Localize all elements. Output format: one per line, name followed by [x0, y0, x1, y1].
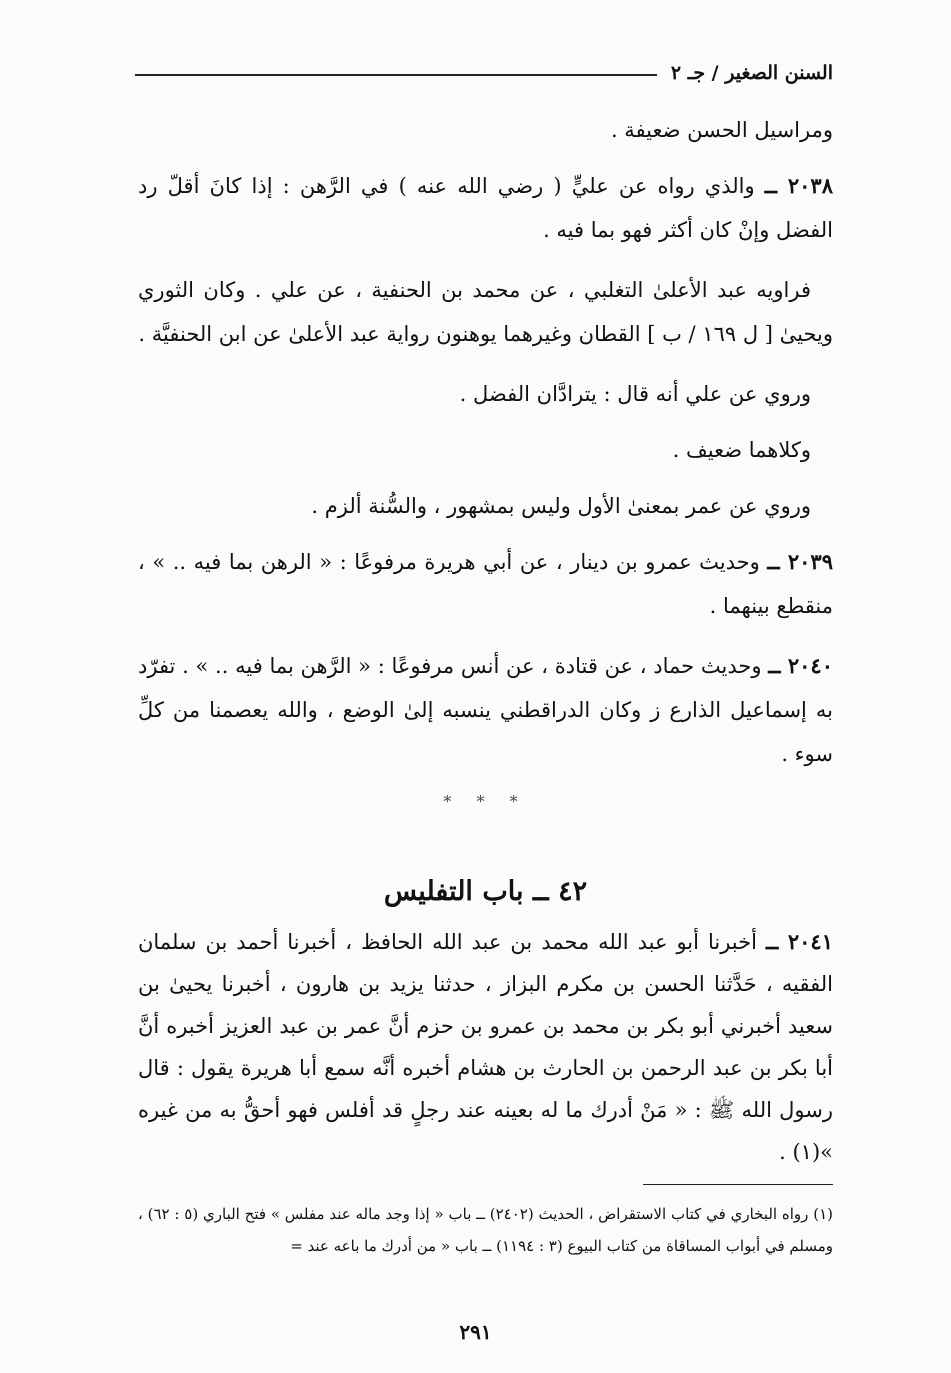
hadith-number: ٢٠٤٠ ــ — [768, 653, 833, 678]
body-text — [138, 108, 833, 1173]
paragraph-text: أخبرنا أبو عبد الله محمد بن عبد الله الحافظ ، أخبرنا أحمد بن سلمان الفقيه ، حَدَّثنا الحسن بن مكرم البزاز ، حدثنا يزيد بن هارون ، أخبرنا يحيىٰ بن سعيد أخبرني أبو بكر بن محمد بن عمرو بن حزم أنَّ عمر بن عبد العزيز أخبره أنَّ أبا بكر بن عبد الرحمن بن الحارث بن هشام أخبره أنَّه سمع أبا هريرة يقول : قال رسول الله ﷺ : « مَنْ أدرك ما له بعينه عند رجلٍ قد أفلس فهو أحقُّ به من غيره »(١) . — [138, 930, 833, 1164]
hadith-2039 — [138, 540, 833, 628]
paragraph-text: ومراسيل الحسن ضعيفة . — [610, 118, 833, 142]
page-number: ٢٩١ — [459, 1320, 492, 1344]
section-separator: * * * — [443, 792, 528, 811]
paragraph-text: وكلاهما ضعيف . — [672, 438, 811, 462]
header-rule — [135, 74, 657, 76]
hadith-2040 — [138, 644, 833, 776]
footnote: (١) رواه البخاري في كتاب الاستقراض ، الحديث (٢٤٠٢) ــ باب « إذا وجد ماله عند مفلس » فتح الباري (٥ : ٦٢) ، ومسلم في أبواب المساقاة من كتاب البيوع (٣ : ١١٩٤) ــ باب « من أدرك ما باعه عند = — [138, 1205, 833, 1255]
hadith-2041 — [138, 921, 833, 1173]
paragraph-text: وحديث عمرو بن دينار ، عن أبي هريرة مرفوعًا : « الرهن بما فيه .. » ، منقطع بينهما . — [138, 550, 833, 618]
paragraph — [138, 108, 833, 152]
paragraph-text: وروي عن عمر بمعنىٰ الأول وليس بمشهور ، والسُّنة ألزم . — [311, 494, 811, 518]
hadith-number: ٢٠٤١ ــ — [765, 929, 833, 954]
paragraph — [138, 428, 833, 472]
paragraph-text: وحديث حماد ، عن قتادة ، عن أنس مرفوعًا : « الرَّهن بما فيه .. » . تفرّد به إسماعيل الذارع ز وكان الدراقطني ينسبه إلىٰ الوضع ، والله يعصمنا من كلِّ سوء . — [138, 654, 833, 766]
running-head: السنن الصغير / جـ ٢ — [670, 62, 833, 84]
page-header — [135, 58, 833, 88]
footnote-rule — [643, 1184, 833, 1185]
footnotes — [138, 1198, 833, 1262]
paragraph-text: والذي رواه عن عليٍّ ( رضي الله عنه ) في الرَّهن : إذا كانَ أقلّ رد الفضل وإنْ كان أكثر فهو بما فيه . — [138, 174, 833, 242]
hadith-number: ٢٠٣٩ ــ — [767, 549, 833, 574]
paragraph — [138, 372, 833, 416]
hadith-number: ٢٠٣٨ ــ — [764, 173, 833, 198]
paragraph — [138, 484, 833, 528]
paragraph — [138, 268, 833, 356]
paragraph-text: وروي عن علي أنه قال : يترادَّان الفضل . — [459, 382, 811, 406]
hadith-2038 — [138, 164, 833, 252]
chapter-title: ٤٢ ــ باب التفليس — [383, 876, 588, 907]
paragraph-text: فراويه عبد الأعلىٰ التغلبي ، عن محمد بن الحنفية ، عن علي . وكان الثوري ويحيىٰ [ ل ١٦٩ / ب ] القطان وغيرهما يوهنون رواية عبد الأعلىٰ عن ابن الحنفيَّة . — [138, 278, 833, 346]
